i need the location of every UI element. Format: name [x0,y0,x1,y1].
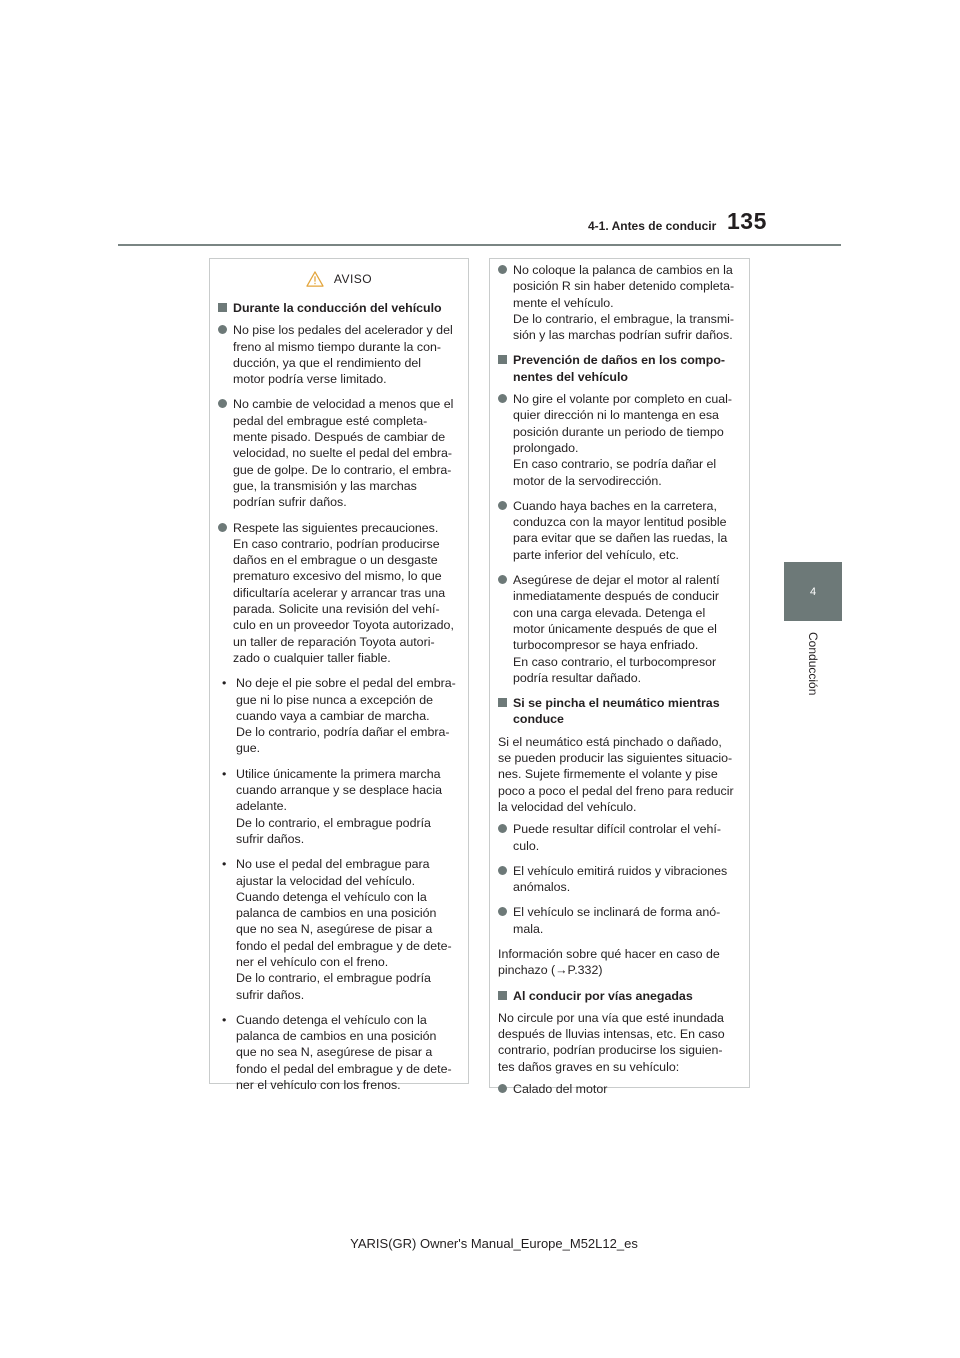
round-bullet-icon [218,325,227,334]
list-item-text: No coloque la palanca de cambios en la posición R sin haber detenido completa- mente el vehículo. De lo contrario, el embrague, la transmi- sión y las marchas podrían sufrir daños. [513,263,735,343]
list-item-text: No cambie de velocidad a menos que el pedal del embrague esté completa- mente pisado. Después de cambiar de velocidad, no suelte el pedal del embra- gue de golpe. De lo contrario, el embra- gue, la transmisión y las marchas podrían sufrir daños. [233,397,454,510]
paragraph: No circule por una vía que esté inundada después de lluvias intensas, etc. En caso contrario, podrían producirse los siguien- tes daños graves en su vehículo: [498,1010,725,1074]
list-item [498,863,741,896]
square-bullet-icon [498,698,507,707]
list-item [498,1081,741,1097]
sub-bullet-marker: • [222,857,227,872]
square-bullet-icon [498,355,507,364]
heading-text: Si se pincha el neumático mientras conduce [513,696,720,727]
round-bullet-icon [498,1084,507,1093]
list-item-text: El vehículo emitirá ruidos y vibraciones anómalos. [513,863,728,895]
warning-box-right [489,258,750,1097]
sub-list-item [218,675,460,756]
section-heading [218,300,460,316]
list-item-text: Asegúrese de dejar el motor al ralentí inmediatamente después de conducir con una carga elevada. Detenga el motor únicamente después de que el turbocompresor se haya enfriado. En caso contrario, el turbocompresor podría resultar dañado. [513,573,720,685]
sub-list-item-text: No deje el pie sobre el pedal del embra- gue ni lo pise nunca a excepción de cuando vaya a cambiar de marcha. De lo contrario, podría dañar el embra- gue. [236,676,456,756]
sub-list-item-text: No use el pedal del embrague para ajustar la velocidad del vehículo. Cuando detenga el vehículo con la palanca de cambios en una posición que no sea N, asegúrese de pisar a fondo el pedal del embrague y de dete- ner el vehículo con el freno. De lo contrario, el embrague podría sufrir daños. [236,857,452,1002]
sub-bullet-marker: • [222,766,227,781]
list-item-text: No gire el volante por completo en cual- quier dirección ni lo mantenga en esa posición durante un periodo de tiempo prolongado. En caso contrario, se podría dañar el motor de la servodirección. [513,392,733,488]
list-item-text: No pise los pedales del acelerador y del freno al mismo tiempo durante la con- ducción, ya que el rendimiento del motor podría verse limitado. [233,323,453,387]
footer [0,1236,960,1251]
round-bullet-icon [498,866,507,875]
heading-text: Prevención de daños en los compo- nentes del vehículo [513,353,726,384]
chapter-label-container [780,632,846,712]
square-bullet-icon [498,991,507,1000]
list-item [218,396,460,510]
round-bullet-icon [498,265,507,274]
sub-list-item [218,766,460,847]
list-item [498,572,741,686]
round-bullet-icon [218,399,227,408]
heading-text: Durante la conducción del vehículo [233,301,442,315]
round-bullet-icon [498,501,507,510]
list-item [498,904,741,937]
list-item [498,821,741,854]
heading-text: Al conducir por vías anegadas [513,988,693,1003]
sub-list-item-text: Utilice únicamente la primera marcha cuando arranque y se desplace hacia adelante. De lo contrario, el embrague podría sufrir daños. [236,766,442,846]
list-item [498,391,741,489]
chapter-label: Conducción [806,632,820,696]
square-bullet-icon [218,303,227,312]
list-item-text: Cuando haya baches en la carretera, conduzca con la mayor lentitud posible para evitar que se dañen las ruedas, la parte inferior del vehículo, etc. [513,498,728,562]
round-bullet-icon [498,394,507,403]
warning-box-left [209,258,469,1093]
sub-bullet-marker: • [222,1012,227,1027]
list-item-text: Puede resultar difícil controlar el vehí- culo. [513,822,721,853]
round-bullet-icon [498,575,507,584]
list-item-text: El vehículo se inclinará de forma anó- mala. [513,905,721,936]
section-heading [498,352,741,385]
list-item-text: Calado del motor [513,1082,608,1097]
section-heading [498,988,741,1004]
round-bullet-icon [218,523,227,532]
warning-header [218,267,460,291]
page-reference-paragraph: Información sobre qué hacer en caso de pinchazo (→P.332) [498,946,720,978]
paragraph: Si el neumático está pinchado o dañado, se pueden producir las siguientes situacio- nes. Sujete firmemente el volante y pise poco a poco el pedal del freno para reducir la velocidad del vehículo. [498,734,734,814]
list-item [498,262,741,343]
footer-text: YARIS(GR) Owner's Manual_Europe_M52L12_es [350,1236,638,1251]
sub-list-item [218,856,460,1003]
round-bullet-icon [498,907,507,916]
chapter-tab [784,562,842,621]
header-rule [118,244,841,246]
sub-bullet-marker: • [222,676,227,691]
page-number: 135 [727,208,767,234]
warning-triangle-icon [306,271,324,287]
sub-list-item-text: Cuando detenga el vehículo con la palanca de cambios en una posición que no sea N, asegúrese de pisar a fondo el pedal del embrague y de dete- ner el vehículo con los frenos. [236,1012,452,1093]
sub-list-item [218,1012,460,1093]
round-bullet-icon [498,824,507,833]
chapter-number: 4 [809,585,817,598]
section-title: 4-1. Antes de conducir [588,219,717,233]
section-heading [498,695,741,728]
list-item [218,520,460,667]
list-item [218,322,460,387]
list-item-text: Respete las siguientes precauciones. En caso contrario, podrían producirse daños en el embrague o un desgaste prematuro excesivo del mismo, lo que dificultaría acelerar y arrancar tras una parada. Solicite una revisión del vehí- culo en un proveedor Toyota autorizado, un taller de reparación Toyota autori- zado o cualquier taller fiable. [233,520,454,665]
list-item [498,498,741,563]
warning-label: AVISO [333,271,373,286]
